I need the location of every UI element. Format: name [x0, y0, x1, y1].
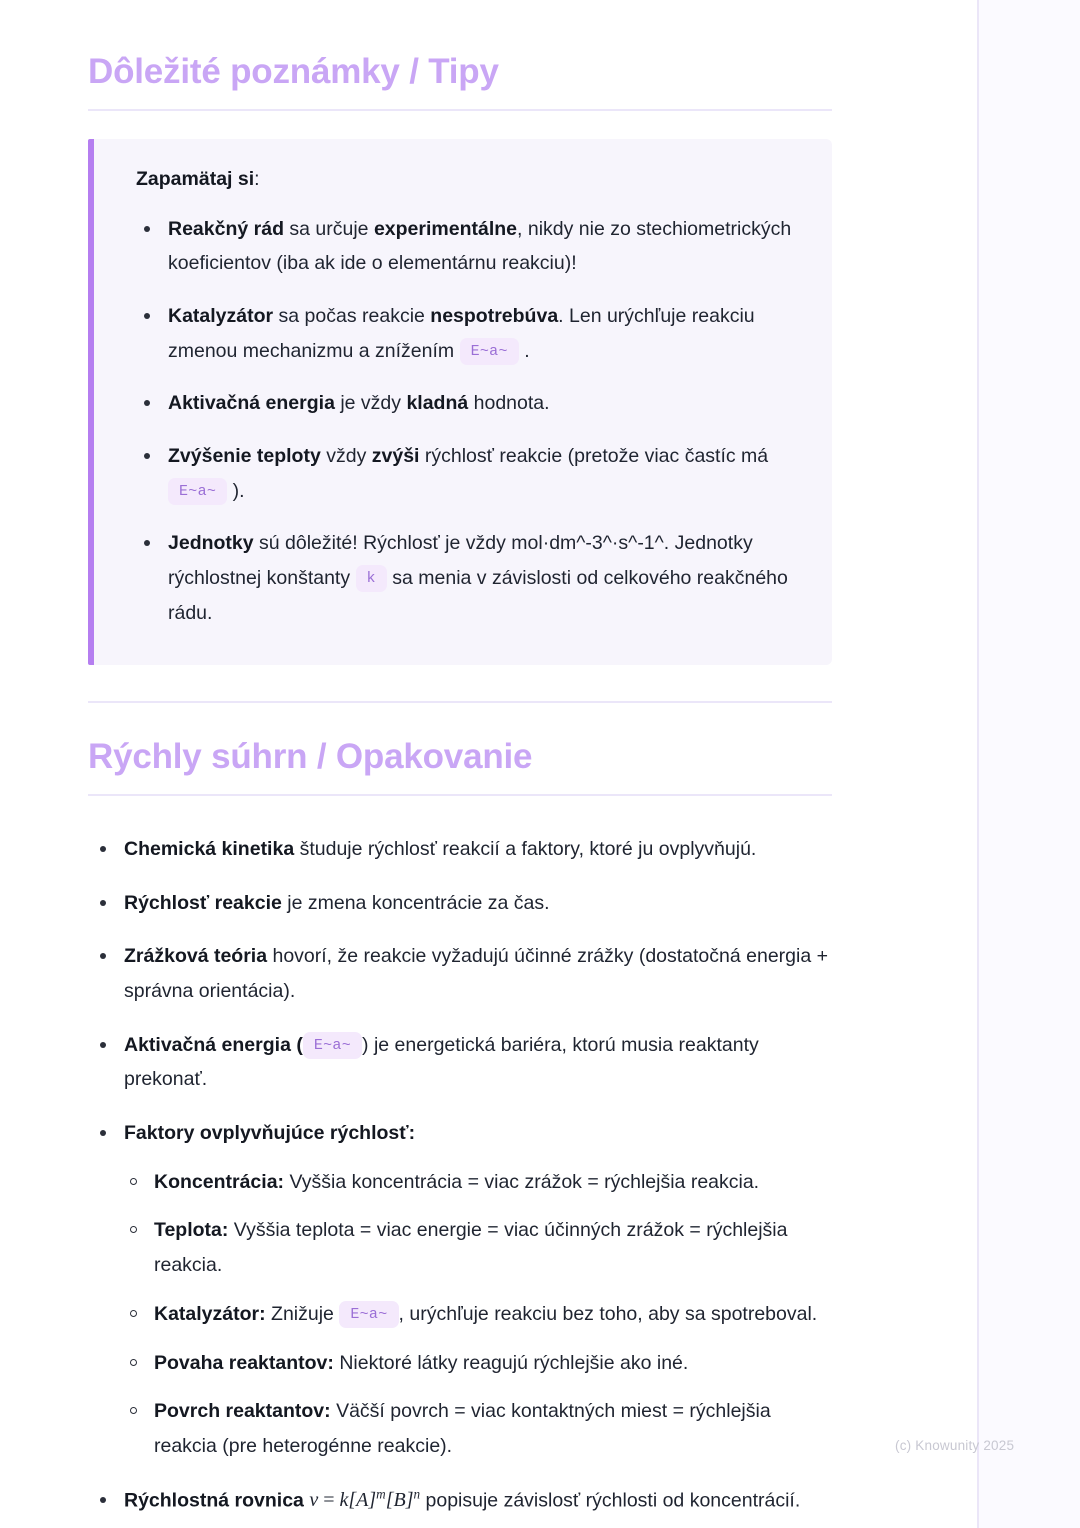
code-chip-activation-energy: E~a~ [460, 338, 519, 365]
list-item-bold: Rýchlostná rovnica [124, 1489, 304, 1512]
callout-item-bold: Aktivačná energia [168, 392, 335, 415]
summary-title-divider [88, 794, 832, 796]
list-item-text: hovorí, že reakcie vyžadujú účinné zrážky (dostatočná energia + správna orientácia). [124, 945, 828, 1002]
callout-item-rest: rýchlosť reakcie (pretože viac častíc má [419, 445, 769, 468]
formula-a: [A] [348, 1489, 377, 1512]
formula-k: k [339, 1489, 349, 1512]
callout-item-tail: . [518, 339, 530, 362]
callout-lead-bold: Zapamätaj si [136, 168, 255, 191]
callout-item-mid: sú dôležité! Rýchlosť je vždy mol·dm^-3^·s^-1^. Jednotky rýchlostnej konštanty [168, 532, 753, 590]
list-item [88, 832, 832, 867]
sub-item-text: Niektoré látky reagujú rýchlejšie ako iné. [333, 1351, 689, 1374]
list-item-bold: Faktory ovplyvňujúce rýchlosť: [124, 1122, 416, 1145]
formula-m: m [376, 1486, 386, 1502]
code-chip-activation-energy: E~a~ [339, 1301, 398, 1328]
rate-equation-formula [309, 1486, 421, 1512]
note-content [88, 0, 832, 1519]
summary-list [88, 832, 832, 1519]
callout-list [136, 212, 798, 631]
list-item-text: študuje rýchlosť reakcií a faktory, ktoré ju ovplyvňujú. [294, 837, 757, 860]
callout-item-mid: sa určuje [283, 217, 374, 240]
callout-item-bold: Jednotky [168, 532, 254, 555]
list-item-text: ) je energetická bariéra, ktorú musia reaktanty prekonať. [124, 1033, 759, 1091]
summary-title: Rýchly súhrn / Opakovanie [88, 736, 533, 776]
callout-item [136, 212, 798, 281]
callout-item [136, 299, 798, 368]
formula-n: n [413, 1486, 421, 1502]
page-title: Dôležité poznámky / Tipy [88, 52, 499, 91]
sub-item-bold: Katalyzátor: [154, 1302, 266, 1325]
callout-item-mid: sa počas reakcie [273, 304, 431, 327]
formula-eq: = [318, 1489, 340, 1512]
factors-sublist [124, 1165, 832, 1464]
callout-item-bold2: nespotrebúva [430, 304, 559, 327]
page-right-margin [979, 0, 1080, 1528]
sub-item-text: Vyššia teplota = viac energie = viac účinných zrážok = rýchlejšia reakcia. [154, 1219, 788, 1277]
list-item-bold: Rýchlosť reakcie [124, 891, 282, 914]
section-summary [88, 703, 832, 1519]
code-chip-activation-energy: E~a~ [303, 1032, 362, 1059]
sub-item-text: , urýchľuje reakciu bez toho, aby sa spotreboval. [398, 1302, 818, 1325]
list-item [88, 886, 832, 921]
formula-b: [B] [385, 1489, 414, 1512]
callout-item-bold: Zvýšenie teploty [168, 445, 321, 468]
sub-item-bold: Koncentrácia: [154, 1170, 285, 1193]
summary-body [88, 832, 832, 1519]
code-chip-rate-constant: k [356, 565, 387, 592]
title-divider [88, 109, 832, 111]
list-item-bold: Chemická kinetika [124, 837, 295, 860]
list-item-bold: Aktivačná energia ( [124, 1033, 303, 1056]
sub-list-item [124, 1394, 832, 1463]
list-item-rate-equation [88, 1483, 832, 1519]
list-item-factors [88, 1116, 832, 1464]
callout-lead-rest: : [254, 168, 260, 191]
copyright-watermark: (c) Knowunity 2025 [895, 1438, 1015, 1453]
sub-list-item [124, 1213, 832, 1282]
list-item [88, 939, 832, 1008]
sub-list-item [124, 1297, 832, 1332]
callout-item-bold2: experimentálne [373, 217, 518, 240]
callout-item-tail: sa menia v závislosti od celkového reakčného rádu. [168, 567, 788, 624]
callout-item-bold2: kladná [406, 392, 469, 415]
callout-item-mid: je vždy [334, 392, 407, 415]
sub-list-item [124, 1165, 832, 1200]
callout-item [136, 386, 798, 421]
callout-item [136, 526, 798, 630]
sub-item-text: Vyššia koncentrácia = viac zrážok = rýchlejšia reakcia. [284, 1170, 760, 1193]
sub-item-bold: Povrch reaktantov: [154, 1400, 331, 1423]
callout-item-tail: ). [227, 479, 245, 502]
callout-item [136, 439, 798, 508]
tips-callout [88, 139, 832, 664]
code-chip-activation-energy: E~a~ [168, 478, 227, 505]
sub-list-item [124, 1346, 832, 1381]
formula-v: v [309, 1489, 319, 1512]
sub-item-mid: Znižuje [265, 1302, 340, 1325]
callout-item-mid: vždy [320, 445, 372, 468]
callout-lead [136, 165, 798, 193]
callout-item-rest: . Len urýchľuje reakciu zmenou mechanizmu a znížením [168, 304, 755, 362]
list-item [88, 1028, 832, 1097]
callout-item-rest: hodnota. [468, 392, 550, 415]
list-item-bold: Zrážková teória [124, 945, 268, 968]
list-item-text: je zmena koncentrácie za čas. [281, 891, 550, 914]
callout-item-bold: Reakčný rád [168, 217, 284, 240]
list-item-text: popisuje závislosť rýchlosti od koncentrácií. [420, 1489, 801, 1512]
sub-item-bold: Povaha reaktantov: [154, 1351, 334, 1374]
sub-item-bold: Teplota: [154, 1219, 229, 1242]
callout-item-rest: , nikdy nie zo stechiometrických koeficientov (iba ak ide o elementárnu reakciu)! [168, 217, 792, 275]
callout-item-bold2: zvýši [371, 445, 420, 468]
sub-item-text: Väčší povrch = viac kontaktných miest = rýchlejšia reakcia (pre heterogénne reakcie). [154, 1400, 771, 1457]
section-tips [88, 0, 832, 703]
callout-item-bold: Katalyzátor [168, 304, 274, 327]
